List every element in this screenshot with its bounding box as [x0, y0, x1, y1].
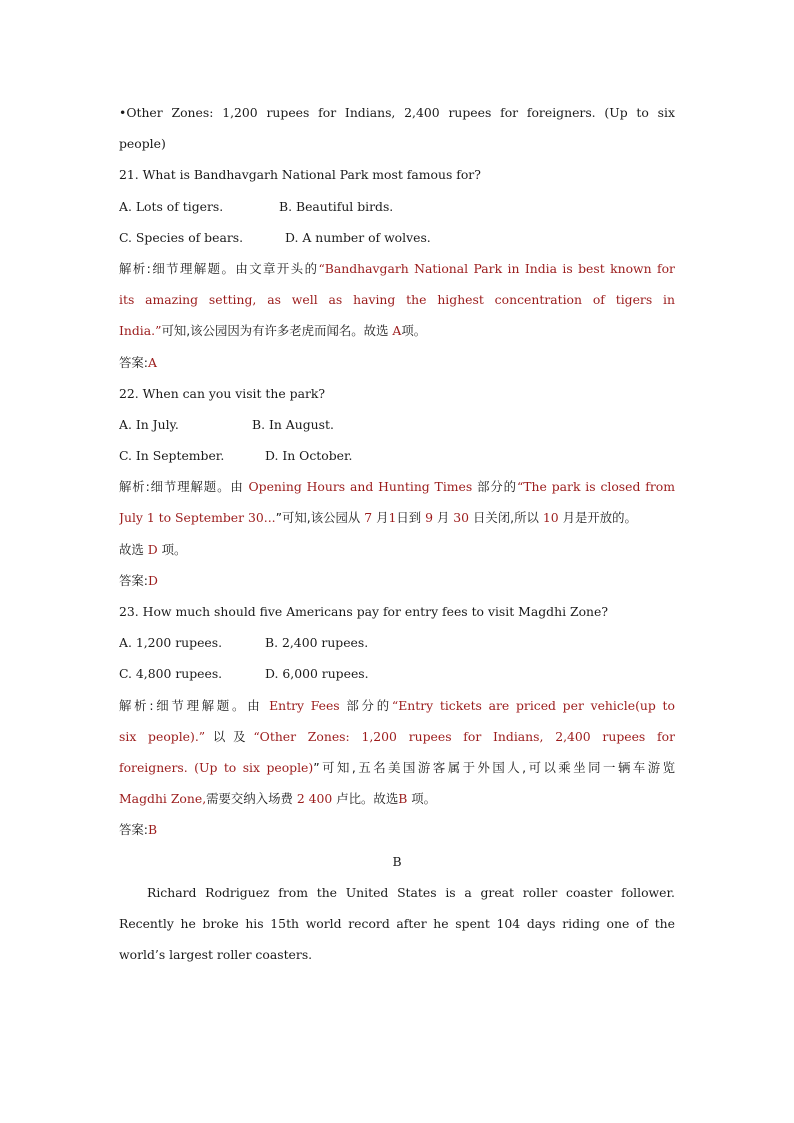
q23-option-d: D. 6,000 rupees.: [265, 666, 369, 682]
section-heading: B: [392, 853, 402, 869]
passage-line3: world’s largest roller coasters.: [119, 947, 313, 963]
q22-analysis-line1: 解析:细节理解题。由 Opening Hours and Hunting Times 部分的“The park is closed from: [119, 479, 675, 495]
q23-answer: 答案:B: [119, 822, 158, 838]
q22-option-d: D. In October.: [265, 448, 353, 464]
document-page: [119, 97, 675, 970]
q22-option-c: C. In September.: [119, 448, 225, 464]
q21-analysis-line1: 解析:细节理解题。由文章开头的“Bandhavgarh National Park in India is best known for: [119, 260, 675, 276]
q23-option-c: C. 4,800 rupees.: [119, 666, 223, 682]
q23-options-ab: [119, 627, 675, 658]
q21-option-a: A. Lots of tigers.: [119, 198, 224, 214]
q21-option-c: C. Species of bears.: [119, 229, 244, 245]
passage-line1: Richard Rodriguez from the United States is a great roller coaster follower.: [147, 884, 675, 900]
q23-option-a: A. 1,200 rupees.: [119, 635, 223, 651]
q22-option-b: B. In August.: [252, 416, 334, 432]
q21-option-b: B. Beautiful birds.: [279, 198, 394, 214]
q23-options-cd: [119, 658, 675, 689]
q22-options-ab: [119, 409, 675, 440]
q23-analysis-line2: six people).”以及“Other Zones: 1,200 rupees for Indians, 2,400 rupees for: [119, 728, 675, 744]
question-22: 22. When can you visit the park?: [119, 385, 326, 401]
q22-analysis-line3: 故选 D 项。: [119, 541, 187, 557]
q23-analysis-line4: Magdhi Zone,需要交纳入场费 2 400 卢比。故选B 项。: [119, 791, 437, 807]
passage-line2: Recently he broke his 15th world record after he spent 104 days riding one of the: [119, 915, 675, 931]
q21-options-ab: [119, 191, 675, 222]
q21-answer: 答案:A: [119, 354, 157, 370]
question-23: 23. How much should five Americans pay for entry fees to visit Magdhi Zone?: [119, 604, 609, 619]
q21-options-cd: [119, 222, 675, 253]
entry-fee-line-cont: people): [119, 136, 166, 152]
q22-option-a: A. In July.: [119, 416, 179, 432]
q21-option-d: D. A number of wolves.: [285, 229, 431, 245]
q22-analysis-line2: July 1 to September 30...”可知,该公园从 7 月1日到 9 月 30 日关闭,所以 10 月是开放的。: [119, 510, 637, 526]
q23-analysis-line3: foreigners. (Up to six people)”可知,五名美国游客属于外国人,可以乘坐同一辆车游览: [119, 759, 675, 775]
q21-analysis-line3: India.”可知,该公园因为有许多老虎而闻名。故选 A项。: [119, 323, 427, 339]
question-21: 21. What is Bandhavgarh National Park most famous for?: [119, 167, 481, 183]
q22-options-cd: [119, 440, 675, 471]
bullet: •: [119, 105, 127, 120]
q23-analysis-line1: 解析:细节理解题。由 Entry Fees 部分的“Entry tickets are priced per vehicle(up to: [119, 697, 675, 713]
q21-analysis-line2: its amazing setting, as well as having the highest concentration of tigers in: [119, 292, 675, 308]
q23-option-b: B. 2,400 rupees.: [265, 635, 369, 651]
entry-fee-line: •Other Zones: 1,200 rupees for Indians, 2,400 rupees for foreigners. (Up to six: [119, 105, 675, 120]
q22-answer: 答案:D: [119, 572, 158, 588]
